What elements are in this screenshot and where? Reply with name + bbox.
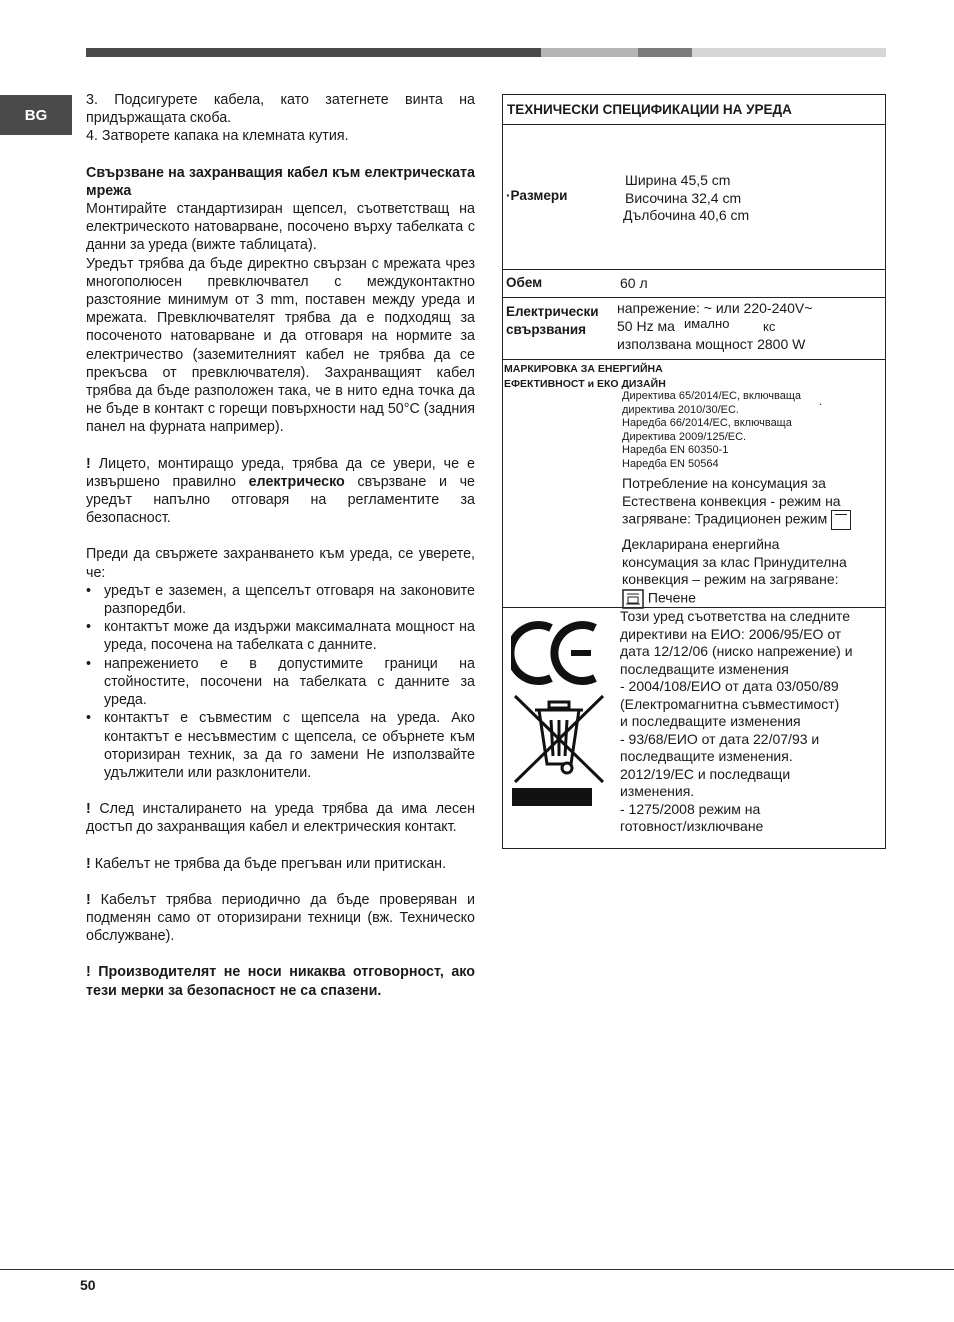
baking-label: Печене [647,589,696,606]
header-bar-segment [692,48,886,57]
compliance-line: 2012/19/ЕС и последващи [620,765,791,782]
left-column [86,91,475,1000]
consumption-text: загряване: Традиционен режим [622,510,828,527]
list-item: • контактът е съвместим с щепсела на уреда. Ако контактът е несъвместим с щепсела, се обърнете към оторизиран техник, за да го замени Не използвайте удължители или разклонители. [86,709,475,782]
directive-item: Директива 2009/125/ЕС. [622,430,747,443]
list-item: • уредът е заземен, а щепселът отговаря на законовите разпоредби. [86,582,475,618]
height-value: Височина 32,4 cm [625,189,742,206]
warning-2: ! След инсталирането на уреда трябва да има лесен достъп до захранващия кабел и електрическия контакт. [86,801,475,836]
list-item: • контактът може да издържи максималната мощност на уреда, посочена на табелката с данните. [86,618,475,654]
spec-table [502,94,886,849]
compliance-line: - 2004/108/ЕИО от дата 03/050/89 [620,678,839,694]
compliance-line: директиви на ЕИО: 2006/95/ЕО от [620,625,842,642]
energy-label: МАРКИРОВКА ЗА ЕНЕРГИЙНА [504,363,663,375]
header-bar-segment [638,48,692,57]
compliance-line: последващите изменения. [620,748,793,764]
checklist [86,582,475,782]
exclamation-icon: ! [86,964,91,981]
spec-row-volume [503,270,885,298]
energy-label: ЕФЕКТИВНОСТ и ЕКО ДИЗАЙН [504,378,666,390]
compliance-line: Този уред съответства на следните [620,608,851,624]
consumption-text: Потребление на консумация за [622,475,826,491]
spec-row-size [503,125,885,270]
section-heading: Свързване на захранващия кабел към електрическата мрежа [86,164,475,199]
size-label: ·Размери [506,188,568,203]
spec-title: ТЕХНИЧЕСКИ СПЕЦИФИКАЦИИ НА УРЕДА [503,95,885,125]
warning-3: ! Кабелът не трябва да бъде прегъван или притискан. [86,855,447,872]
dot-mark: . [819,396,823,408]
exclamation-icon: ! [86,801,91,818]
consumption-text: Естествена конвекция - режим на [622,492,841,509]
header-bar-segment [541,48,638,57]
conventional-oven-icon [831,510,851,530]
volume-value: 60 л [620,275,648,291]
header-bar [86,48,886,57]
step-3: 3. Подсигурете кабела, като затегнете винта на придържащата скоба. [86,92,475,127]
ks-word: кс [763,318,776,334]
exclamation-icon: ! [86,855,91,872]
exclamation-icon: ! [86,891,91,908]
voltage-value: напрежение: ~ или 220-240V~ [617,300,813,316]
ce-mark-and-weee-icon [511,616,611,806]
compliance-line: и последващите изменения [620,713,801,729]
exclamation-icon: ! [86,455,91,472]
width-value: Ширина 45,5 cm [625,172,731,188]
electrical-label: Електрически [506,304,599,319]
footer-line [0,1269,954,1270]
power-value: използвана мощност 2800 W [617,335,806,352]
warning-1: ! Лицето, монтиращо уреда, трябва да се увери, че е извършено правилно електрическо свързване и че уредът напълно отговаря на регламентите за безопасност. [86,455,475,527]
warning-4: ! Кабелът трябва периодично да бъде проверяван и подменян само от оторизирани техници (вж. Техническо обслужване). [86,891,475,945]
frequency-value: 50 Hz ма [617,317,675,334]
directive-item: Наредба EN 60350-1 [622,444,729,456]
compliance-line: готовност/изключване [620,818,764,834]
list-item: • напрежението е в допустимите граници на стойностите, посочени на табелката с данните за уреда. [86,655,475,710]
spec-row-energy [503,360,885,608]
directive-item: директива 2010/30/ЕС. [622,403,739,416]
warning-5: ! Производителят не носи никаква отговорност, ако тези мерки за безопасност не са спазени. [86,964,475,999]
compliance-line: дата 12/12/06 (ниско напрежение) и [620,643,853,659]
spec-row-compliance [503,608,885,848]
paragraph: Уредът трябва да бъде директно свързан с мрежата чрез многополюсен превключвател с междуконтактно разстояние минимум от 3 mm, поставен между уреда и мрежата. Превключвателят трябва да е подходящ за посоченото натоварване и да отговаря на нормите за електричество (заземителният кабел не трябва да се прекъсва от превключвателя). Захранващият кабел трябва да бъде разположен така, че в нито една точка да не бъде в контакт с горещи повърхности над 50°C (задния панел на фурната например). [86,255,475,436]
declared-text: конвекция – режим на загряване: [622,571,839,587]
paragraph: Преди да свържете захранването към уреда, се уверете, че: [86,546,475,581]
directive-item: Наредба EN 50564 [622,457,719,470]
page-number: 50 [80,1277,96,1293]
paragraph: Монтирайте стандартизиран щепсел, съответстващ на електрическото натоварване, посочено върху табелката с данни за уреда (вижте таблицата). [86,201,475,254]
directive-item: Наредба 66/2014/ЕС, включваща [622,417,792,429]
max-word: имално [684,315,730,331]
header-bar-segment [86,48,541,57]
baking-mode-icon [622,589,644,609]
spec-row-electrical [503,298,885,360]
declared-text: консумация за клас Принудителна [622,553,847,570]
compliance-line: - 1275/2008 режим на [620,800,761,817]
compliance-line: последващите изменения [620,660,789,677]
depth-value: Дълбочина 40,6 cm [623,207,750,223]
electrical-label: свързвания [506,322,587,337]
declared-text: Декларирана енергийна [622,536,780,552]
compliance-line: изменения. [620,783,695,799]
compliance-line: (Електромагнитна съвместимост) [620,695,840,712]
language-tab: BG [0,95,72,135]
compliance-line: - 93/68/ЕИО от дата 22/07/93 и [620,730,820,747]
step-4: 4. Затворете капака на клемната кутия. [86,128,349,145]
volume-label: Обем [506,275,543,290]
directive-item: Директива 65/2014/ЕС, включваща [622,390,801,402]
